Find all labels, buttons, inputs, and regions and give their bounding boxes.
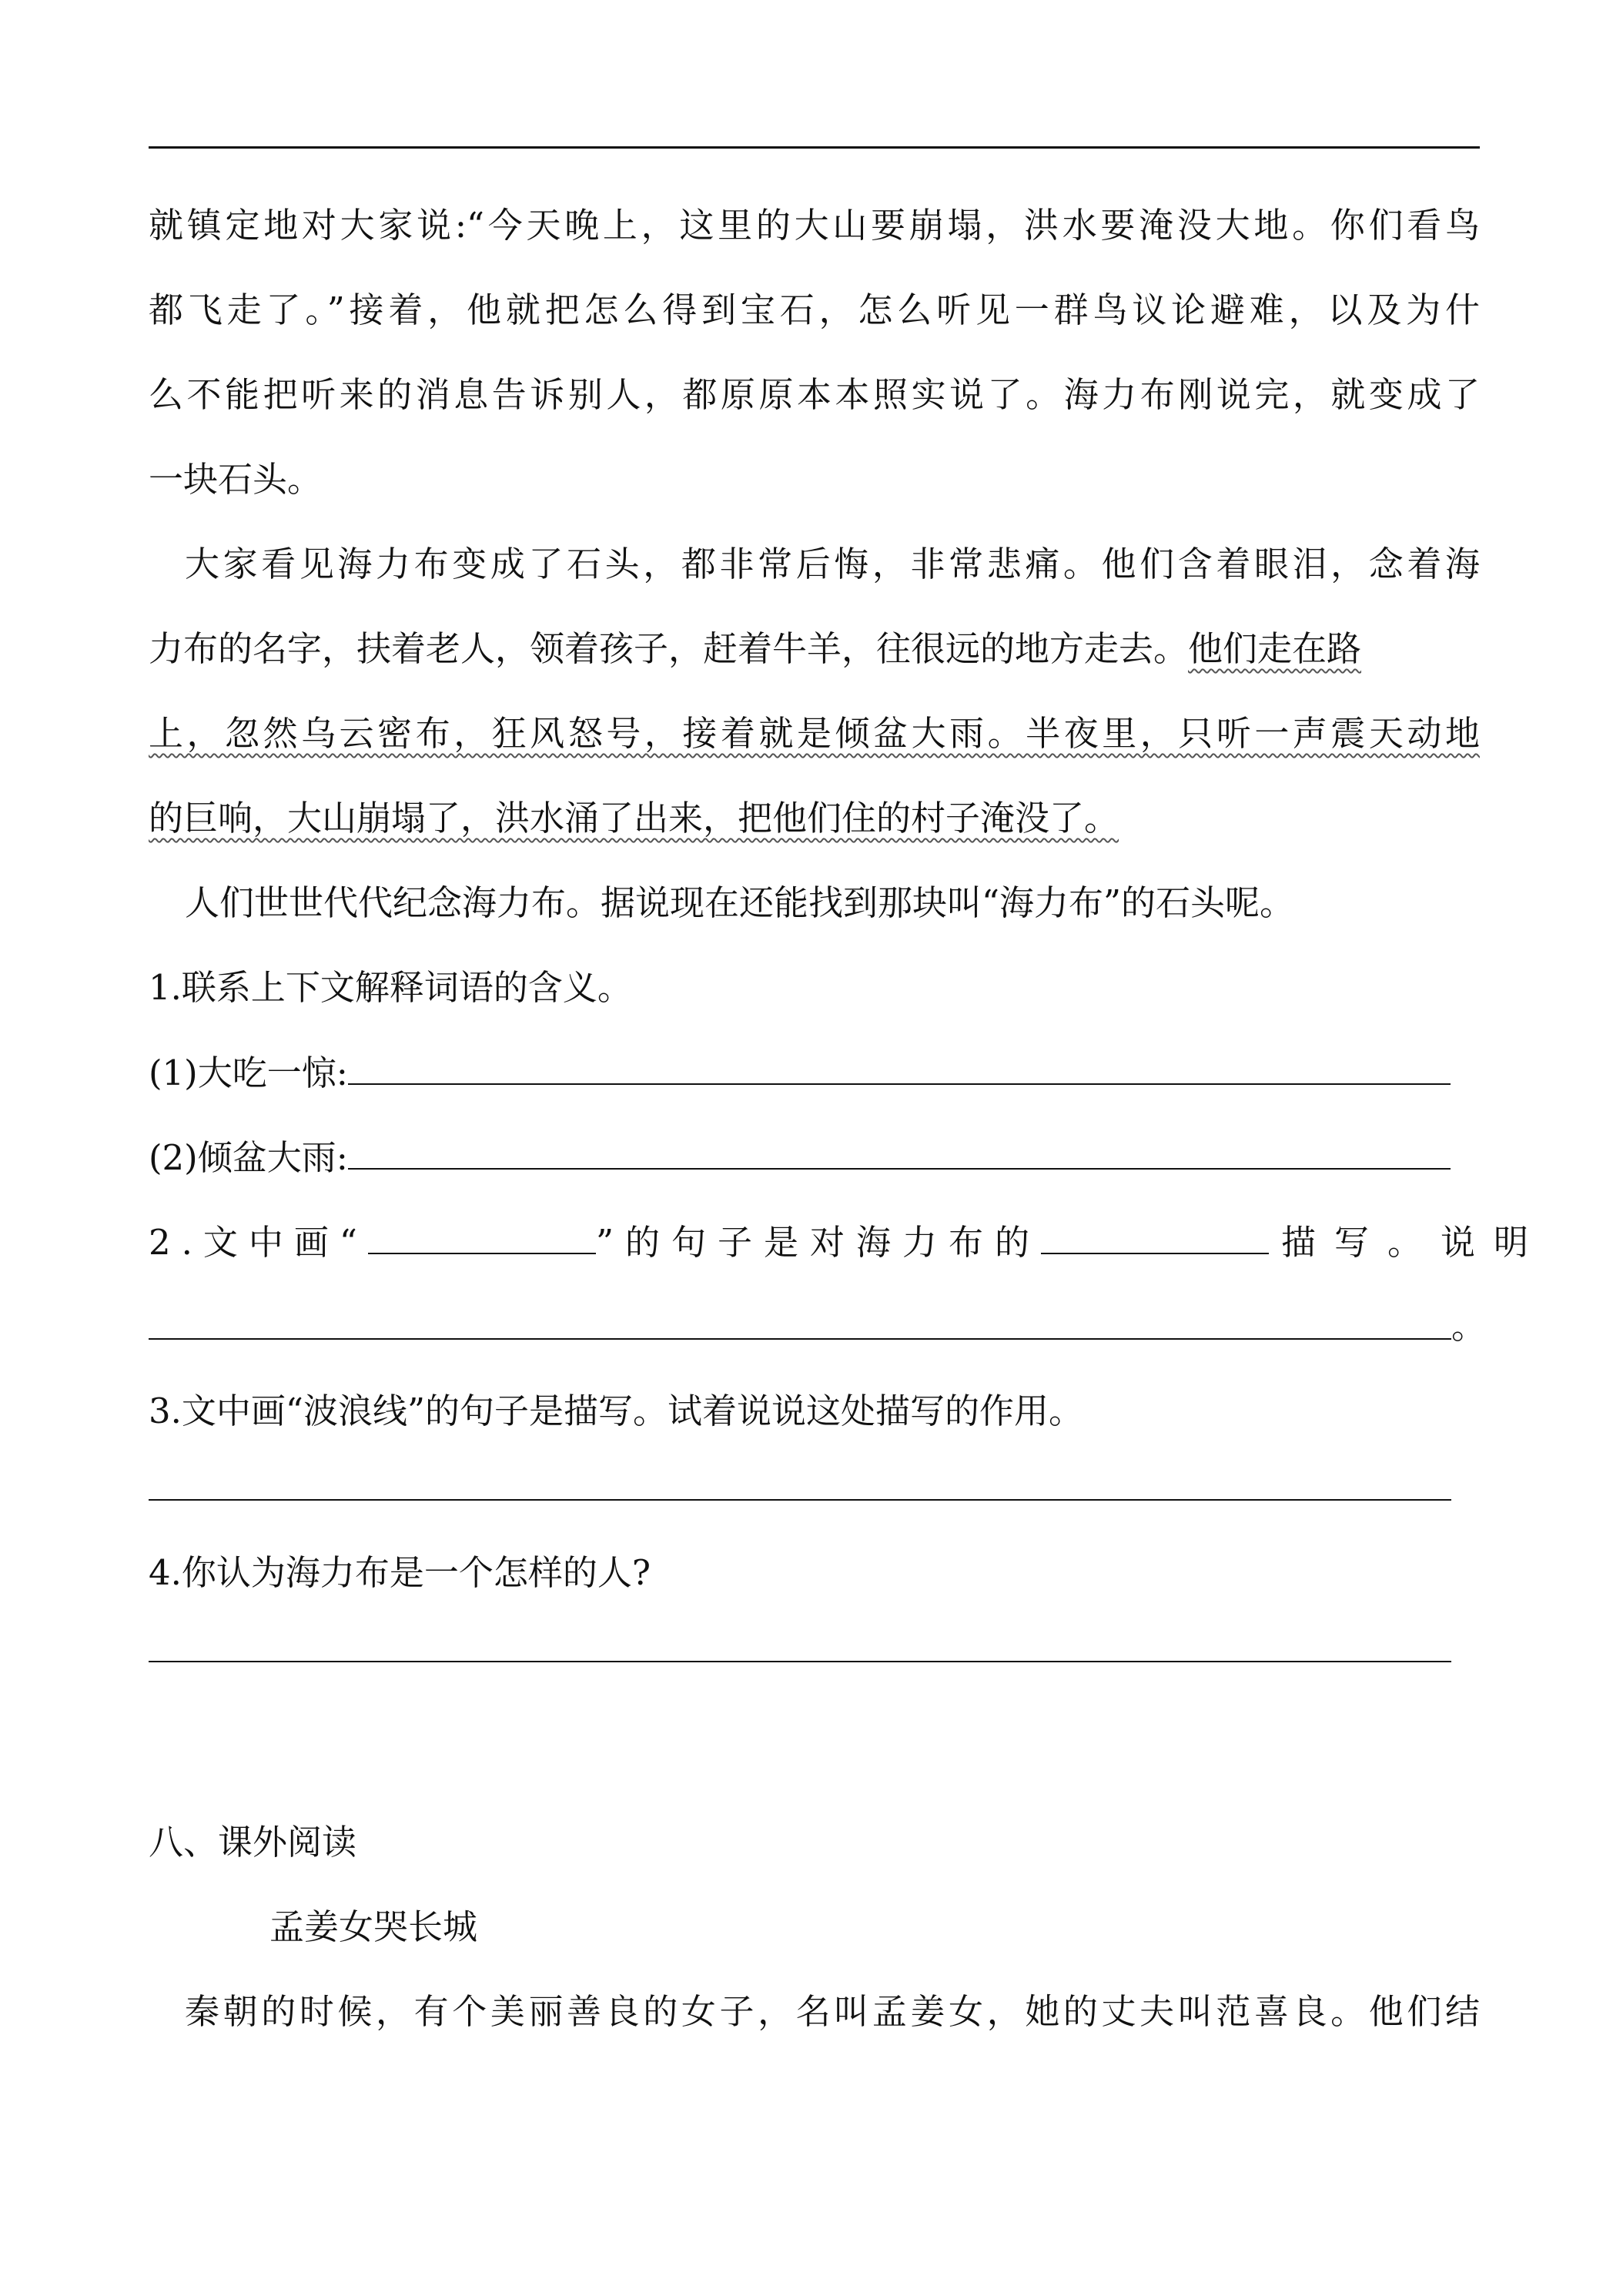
wavy-underlined-line-end — [149, 795, 1119, 842]
question-2-suffix: 描写。说明 — [1280, 1222, 1547, 1263]
question-4: 4.你认为海力布是一个怎样的人? — [149, 1552, 651, 1593]
question-1-1 — [149, 1049, 1451, 1096]
wavy-underlined-line: 上，忽然乌云密布，狂风怒号，接着就是倾盆大雨。半夜里，只听一声震天动地 — [149, 713, 1480, 754]
passage-paragraph-3: 人们世世代代纪念海力布。据说现在还能找到那块叫“海力布”的石头呢。 — [185, 882, 1295, 923]
passage-paragraph-2-line-1: 大家看见海力布变成了石头，都非常后悔，非常悲痛。他们含着眼泪，念着海 — [185, 544, 1480, 584]
question-1-2 — [149, 1134, 1451, 1181]
answer-line[interactable] — [149, 1499, 1451, 1501]
question-3: 3.文中画“波浪线”的句子是描写。试着说说这处描写的作用。 — [149, 1391, 1083, 1431]
wavy-underlined-text: 的巨响，大山崩塌了，洪水涌了出来，把他们住的村子淹没了。 — [149, 798, 1119, 838]
answer-blank[interactable] — [348, 1049, 1451, 1085]
question-2-period: 。 — [1451, 1306, 1487, 1347]
plain-text: 力布的名字，扶着老人，领着孩子，赶着牛羊，往很远的地方走去。 — [149, 628, 1189, 669]
answer-line[interactable] — [149, 1338, 1451, 1340]
answer-blank[interactable] — [348, 1134, 1451, 1170]
question-2 — [149, 1219, 1547, 1266]
answer-blank[interactable] — [1041, 1219, 1269, 1254]
wavy-underlined-text: 他们走在路 — [1188, 628, 1362, 669]
question-2-middle: ”的句子是对海力布的 — [595, 1222, 1041, 1263]
question-1: 1.联系上下文解释词语的含义。 — [149, 967, 632, 1008]
answer-line[interactable] — [149, 1661, 1451, 1662]
passage-line-4: 一块石头。 — [149, 459, 323, 500]
story-line-1: 秦朝的时候，有个美丽善良的女子，名叫孟姜女，她的丈夫叫范喜良。他们结 — [185, 1991, 1480, 2032]
question-1-1-label: (1)大吃一惊: — [149, 1053, 348, 1093]
answer-blank[interactable] — [368, 1219, 596, 1254]
passage-line-3: 么不能把听来的消息告诉别人，都原原本本照实说了。海力布刚说完，就变成了 — [149, 374, 1480, 415]
question-2-prefix: 2.文中画“ — [149, 1222, 368, 1263]
section-heading: 八、课外阅读 — [149, 1822, 357, 1863]
passage-line-2: 都飞走了。”接着，他就把怎么得到宝石，怎么听见一群鸟议论避难，以及为什 — [149, 290, 1480, 330]
question-1-2-label: (2)倾盆大雨: — [149, 1137, 348, 1178]
story-title: 孟姜女哭长城 — [269, 1906, 478, 1947]
passage-line-1: 就镇定地对大家说:“今天晚上，这里的大山要崩塌，洪水要淹没大地。你们看鸟 — [149, 205, 1480, 246]
top-rule — [149, 146, 1480, 149]
passage-paragraph-2-line-2 — [149, 626, 1361, 672]
